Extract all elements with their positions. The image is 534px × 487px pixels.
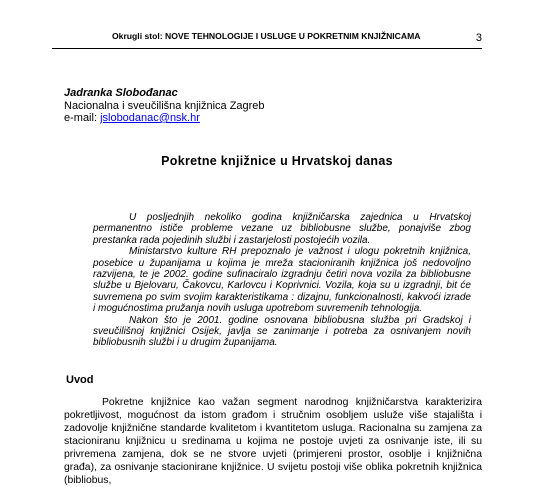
body-paragraph: Pokretne knjižnice kao važan segment narodnog knjižničarstva karakterizira pokretljivost, mogućnost da istom građom i stručnim osobljem usluže više stajališta i zadovolje knjižnične standarde kvalitetom i kvantitetom usluga. Racionalna su zamjena za stacioniranu knjižnicu u sredinama u kojima ne postoje uvjeti za osnivanje iste, ili su privremena zamjena, dok se ne stvore uvjeti (primjereni prostor, osoblje i knjižnična građa), za osnivanje stacionirane knjižnice. U svijetu postoji više oblika pokretnih knjižnica (bibliobus, xyxy=(64,397,482,486)
page-number: 3 xyxy=(475,32,482,44)
author-block xyxy=(64,87,265,125)
abstract xyxy=(93,212,471,349)
author-affiliation: Nacionalna i sveučilišna knjižnica Zagreb xyxy=(64,99,265,112)
abstract-paragraph: Ministarstvo kulture RH prepoznalo je važnost i ulogu pokretnih knjižnica, posebice u županijama u kojima je mreža stacioniranih knjižnica još nedovoljno razvijena, te je 2002. godine sufinaciralo izgradnju četiri nova vozila za bibliobusne službe u Bjelovaru, Čakovcu, Karlovcu i Koprivnici. Vozila, koja su u izgradnji, bit će suvremena po svim svojim karakteristikama : dizajnu, funkcionalnosti, kakvoći izrade i mogućnostima pružanja novih usluga upotrebom suvremenih tehnologija. xyxy=(93,246,471,315)
email-link[interactable]: jslobodanac@nsk.hr xyxy=(100,112,200,124)
abstract-paragraph: U posljednjih nekoliko godina knjižničarska zajednica u Hrvatskoj permanentno ističe probleme vezane uz bibliobusne službe, ponajviše zbog prestanka rada pojedinih službi i zastarjelosti postojećih vozila. xyxy=(93,212,471,246)
body-text xyxy=(64,396,482,487)
abstract-paragraph: Nakon što je 2001. godine osnovana bibliobusna služba pri Gradskoj i sveučilišnoj knjižnici Osijek, javlja se zanimanje i potreba za osnivanjem novih bibliobusnih službi i u drugim županijama. xyxy=(93,314,471,349)
author-name: Jadranka Slobođanac xyxy=(64,87,178,99)
document-title: Pokretne knjižnice u Hrvatskoj danas xyxy=(161,154,393,168)
author-email-line xyxy=(64,112,265,125)
email-label: e-mail: xyxy=(64,112,101,124)
running-title: Okrugli stol: NOVE TEHNOLOGIJE I USLUGE U POKRETNIM KNJIŽNICAMA xyxy=(112,31,421,41)
section-heading: Uvod xyxy=(66,374,94,386)
running-header xyxy=(52,29,482,49)
